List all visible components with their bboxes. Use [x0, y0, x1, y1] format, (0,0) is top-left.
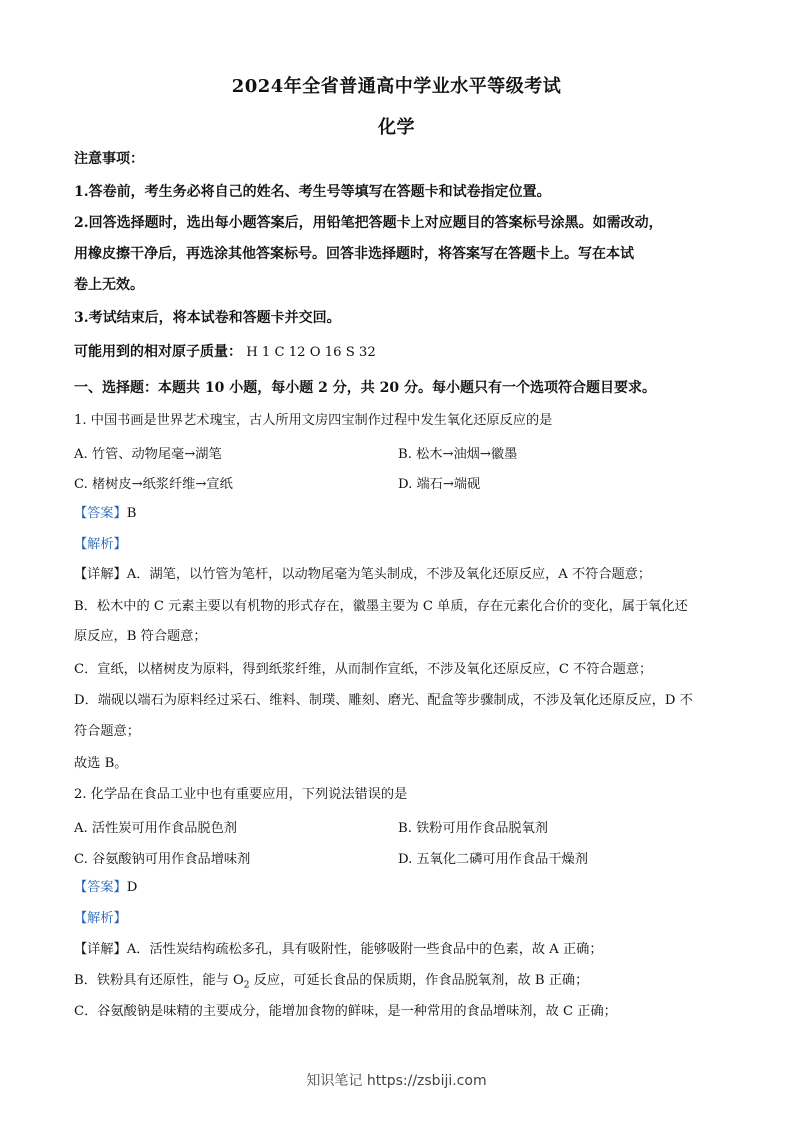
detail-line: 原反应，B 符合题意； [74, 629, 207, 644]
detail-line: D．端砚以端石为原料经过采石、维料、制璞、雕刻、磨光、配盒等步骤制成，不涉及氧化还原反应，D 不 [74, 693, 693, 708]
detail-text: 反应，可延长食品的保质期，作食品脱氧剂，故 B 正确； [249, 973, 589, 988]
analysis-tag: 【解析】 [74, 911, 127, 926]
atomic-masses [74, 343, 724, 362]
answer-value: B [126, 506, 137, 521]
detail-line [74, 566, 724, 584]
notice-heading: 注意事项： [74, 151, 144, 167]
answer-tag: 【答案】 [74, 880, 127, 895]
question-stem: 1. 中国书画是世界艺术瑰宝，古人所用文房四宝制作过程中发生氧化还原反应的是 [74, 413, 553, 428]
subscript: 2 [243, 980, 250, 991]
answer-line [74, 505, 724, 523]
option-b: B. 铁粉可用作食品脱氧剂 [398, 821, 548, 836]
option-c: C. 谷氨酸钠可用作食品增味剂 [74, 852, 251, 867]
notice-item: 2.回答选择题时，选出每小题答案后，用铅笔把答题卡上对应题目的答案标号涂黑。如需改动， [74, 215, 663, 231]
detail-tag: 【详解】 [74, 942, 127, 957]
detail-line: 符合题意； [74, 724, 140, 739]
answer-line [74, 879, 724, 897]
atomic-masses-values: H 1 C 12 O 16 S 32 [246, 345, 376, 360]
detail-text: B．铁粉具有还原性，能与 O [74, 973, 244, 988]
notice-item: 1.答卷前，考生务必将自己的姓名、考生号等填写在答题卡和试卷指定位置。 [74, 184, 551, 200]
notice-item: 3.考试结束后，将本试卷和答题卡并交回。 [74, 310, 341, 326]
detail-line: C．谷氨酸钠是味精的主要成分，能增加食物的鲜味，是一种常用的食品增味剂，故 C 正确； [74, 1004, 617, 1019]
detail-line [74, 972, 724, 995]
detail-line [74, 941, 724, 959]
answer-value: D [126, 880, 138, 895]
atomic-masses-label: 可能用到的相对原子质量： [74, 344, 242, 360]
option-a: A. 竹管、动物尾毫→湖笔 [74, 447, 222, 462]
analysis-tag: 【解析】 [74, 537, 127, 552]
notice-item: 卷上无效。 [74, 277, 144, 293]
detail-text: A．活性炭结构疏松多孔，具有吸附性，能够吸附一些食品中的色素，故 A 正确； [126, 942, 603, 957]
footer-watermark[interactable]: 知识笔记 https://zsbiji.com [306, 1073, 487, 1089]
option-d: D. 五氧化二磷可用作食品干燥剂 [398, 852, 588, 867]
option-c: C. 楮树皮→纸浆纤维→宣纸 [74, 477, 233, 492]
detail-line: B．松木中的 C 元素主要以有机物的形式存在，徽墨主要为 C 单质，存在元素化合价的变化，属于氧化还 [74, 599, 688, 614]
subject-title: 化学 [378, 117, 415, 138]
notice-item: 用橡皮擦干净后，再选涂其他答案标号。回答非选择题时，将答案写在答题卡上。写在本试 [74, 246, 634, 262]
exam-title: 2024年全省普通高中学业水平等级考试 [231, 76, 562, 97]
detail-tag: 【详解】 [74, 567, 127, 582]
option-d: D. 端石→端砚 [398, 477, 481, 492]
answer-tag: 【答案】 [74, 506, 127, 521]
question-stem: 2. 化学品在食品工业中也有重要应用，下列说法错误的是 [74, 787, 408, 802]
detail-line: C．宣纸，以楮树皮为原料，得到纸浆纤维，从而制作宣纸，不涉及氧化还原反应，C 不符合题意； [74, 662, 653, 677]
option-b: B. 松木→油烟→徽墨 [398, 447, 518, 462]
detail-text: A．湖笔，以竹管为笔杆，以动物尾毫为笔头制成，不涉及氧化还原反应，A 不符合题意； [126, 567, 652, 582]
section-heading: 一、选择题：本题共 10 小题，每小题 2 分，共 20 分。每小题只有一个选项符合题目要求。 [74, 380, 656, 396]
option-a: A. 活性炭可用作食品脱色剂 [74, 821, 237, 836]
detail-line: 故选 B。 [74, 756, 128, 771]
